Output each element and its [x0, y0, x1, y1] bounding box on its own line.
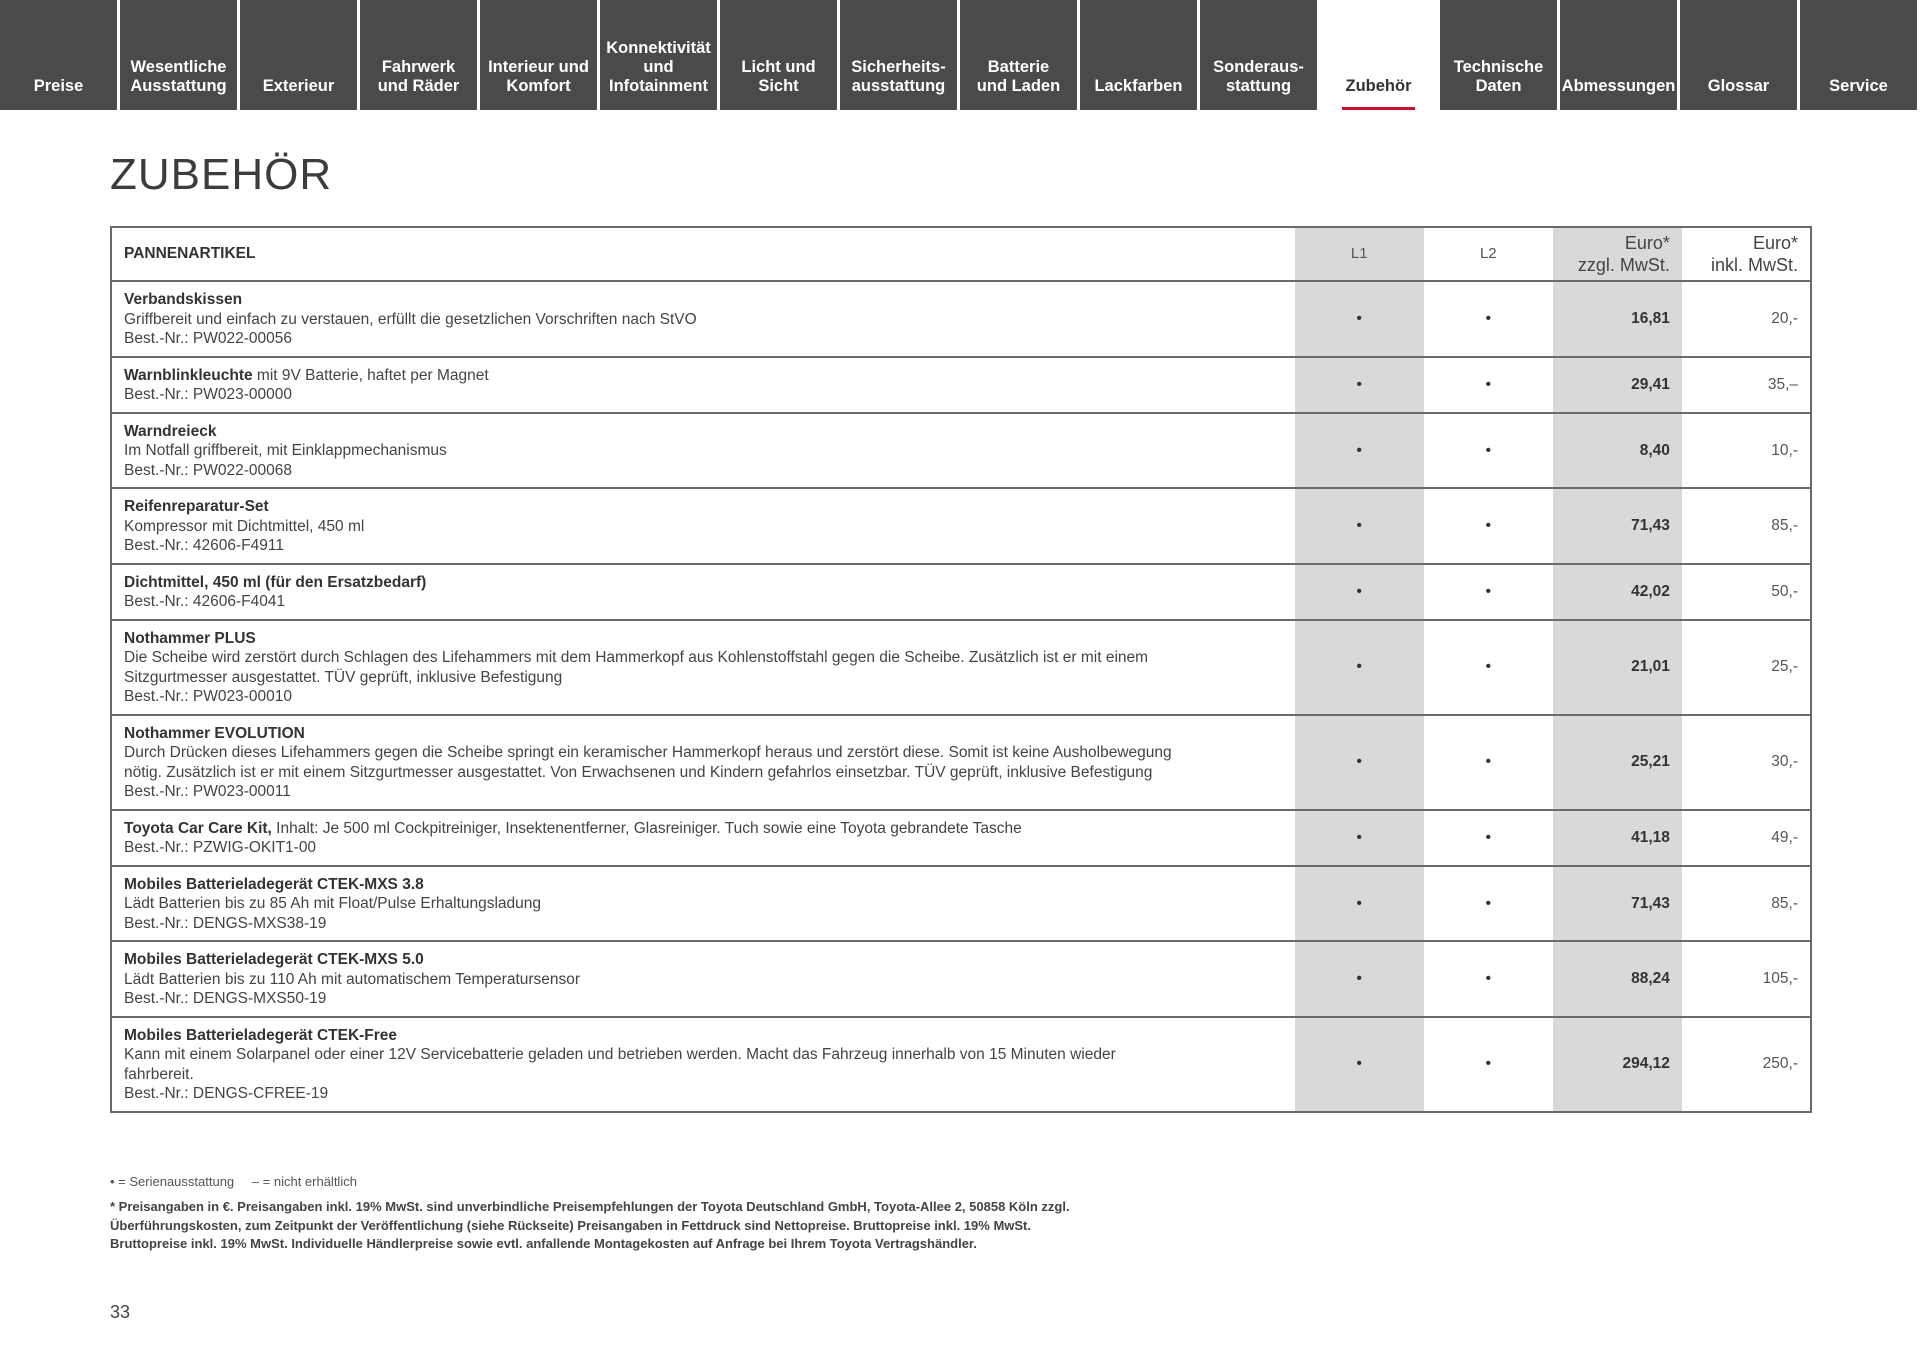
l2-availability: •	[1424, 357, 1553, 413]
price-footnote: * Preisangaben in €. Preisangaben inkl. 19% MwSt. sind unverbindliche Preisempfehlungen der Toyota Deutschland GmbH, Toyota-Allee 2, 50858 Köln zzgl. Überführungskosten, zum Zeitpunkt der Veröffentlichung (siehe Rückseite) Preisangaben in Fettdruck sind Nettopreise. Bruttopreise inkl. 19% MwSt. Bruttopreise inkl. 19% MwSt. Individuelle Händlerpreise sowie evtl. anfallende Montagekosten auf Anfrage bei Ihrem Toyota Vertragshändler.	[110, 1199, 1070, 1251]
item-title: Verbandskissen	[124, 291, 243, 308]
item-order-number: Best.-Nr.: 42606-F4041	[124, 593, 286, 610]
header-l2: L2	[1424, 227, 1553, 281]
tab-service[interactable]: Service	[1800, 0, 1917, 110]
item-description: Kann mit einem Solarpanel oder einer 12V Servicebatterie geladen und betrieben werden. Macht das Fahrzeug innerhalb von 15 Minuten wieder fahrbereit.	[124, 1046, 1116, 1083]
price-gross: 85,-	[1682, 488, 1811, 564]
tab-exterieur[interactable]: Exterieur	[240, 0, 357, 110]
table-row	[111, 281, 1811, 357]
item-order-number: Best.-Nr.: PW022-00068	[124, 461, 292, 479]
tab-preise[interactable]: Preise	[0, 0, 117, 110]
item-cell	[111, 715, 1295, 810]
tab-fahrwerk-und-räder[interactable]: Fahrwerk und Räder	[360, 0, 477, 110]
item-description: Im Notfall griffbereit, mit Einklappmechanismus	[124, 442, 447, 459]
price-gross: 250,-	[1682, 1017, 1811, 1112]
l1-availability: •	[1295, 715, 1424, 810]
item-title: Reifenreparatur-Set	[124, 498, 269, 515]
item-order-number: Best.-Nr.: PW023-00010	[124, 688, 292, 705]
legend-standard: • = Serienausstattung	[110, 1174, 235, 1189]
table-row	[111, 564, 1811, 620]
item-order-number: Best.-Nr.: DENGS-MXS38-19	[124, 914, 327, 932]
tab-wesentliche-ausstattung[interactable]: Wesentliche Ausstattung	[120, 0, 237, 110]
table-row	[111, 941, 1811, 1017]
l1-availability: •	[1295, 564, 1424, 620]
table-row	[111, 715, 1811, 810]
item-title: Warnblinkleuchte	[124, 366, 253, 384]
l1-availability: •	[1295, 413, 1424, 489]
item-title: Toyota Car Care Kit,	[124, 819, 272, 837]
item-cell	[111, 413, 1295, 489]
table-row	[111, 357, 1811, 413]
l1-availability: •	[1295, 357, 1424, 413]
table-row	[111, 1017, 1811, 1112]
header-price-net: Euro* zzgl. MwSt.	[1553, 227, 1682, 281]
table-row	[111, 620, 1811, 715]
l2-availability: •	[1424, 715, 1553, 810]
page-title: ZUBEHÖR	[110, 150, 333, 199]
item-cell	[111, 564, 1295, 620]
price-net: 71,43	[1553, 488, 1682, 564]
l1-availability: •	[1295, 941, 1424, 1017]
price-net: 25,21	[1553, 715, 1682, 810]
l1-availability: •	[1295, 281, 1424, 357]
table-row	[111, 866, 1811, 942]
l1-availability: •	[1295, 488, 1424, 564]
price-gross: 105,-	[1682, 941, 1811, 1017]
price-net: 71,43	[1553, 866, 1682, 942]
l2-availability: •	[1424, 488, 1553, 564]
tab-technische-daten[interactable]: Technische Daten	[1440, 0, 1557, 110]
item-description: Kompressor mit Dichtmittel, 450 ml	[124, 517, 365, 535]
l1-availability: •	[1295, 866, 1424, 942]
tab-licht-und-sicht[interactable]: Licht und Sicht	[720, 0, 837, 110]
item-cell	[111, 281, 1295, 357]
price-gross: 85,-	[1682, 866, 1811, 942]
price-net: 8,40	[1553, 413, 1682, 489]
l1-availability: •	[1295, 810, 1424, 866]
table-row	[111, 810, 1811, 866]
price-gross: 50,-	[1682, 564, 1811, 620]
item-cell	[111, 357, 1295, 413]
l2-availability: •	[1424, 810, 1553, 866]
tab-batterie-und-laden[interactable]: Batterie und Laden	[960, 0, 1077, 110]
item-title: Nothammer EVOLUTION	[124, 724, 305, 742]
l2-availability: •	[1424, 866, 1553, 942]
item-description: Griffbereit und einfach zu verstauen, erfüllt die gesetzlichen Vorschriften nach StVO	[124, 310, 697, 328]
table-row	[111, 413, 1811, 489]
section-nav	[0, 0, 1920, 110]
l1-availability: •	[1295, 620, 1424, 715]
item-title: Mobiles Batterieladegerät CTEK-MXS 5.0	[124, 951, 424, 968]
table-row	[111, 488, 1811, 564]
header-l1: L1	[1295, 227, 1424, 281]
item-description: Lädt Batterien bis zu 110 Ah mit automatischem Temperatursensor	[124, 970, 581, 988]
legend-unavailable: – = nicht erhältlich	[251, 1174, 357, 1189]
tab-abmessungen[interactable]: Abmessungen	[1560, 0, 1677, 110]
l2-availability: •	[1424, 564, 1553, 620]
item-cell	[111, 488, 1295, 564]
header-item: PANNENARTIKEL	[111, 227, 1295, 281]
item-cell	[111, 620, 1295, 715]
item-cell	[111, 1017, 1295, 1112]
table-header-row	[111, 227, 1811, 281]
item-cell	[111, 810, 1295, 866]
page-number: 33	[110, 1302, 131, 1322]
price-gross: 49,-	[1682, 810, 1811, 866]
item-order-number: Best.-Nr.: PW023-00011	[124, 783, 291, 800]
l2-availability: •	[1424, 1017, 1553, 1112]
tab-zubehör[interactable]: Zubehör	[1320, 0, 1437, 110]
tab-sicherheits-ausstattung[interactable]: Sicherheits- ausstattung	[840, 0, 957, 110]
price-gross: 25,-	[1682, 620, 1811, 715]
price-net: 294,12	[1553, 1017, 1682, 1112]
l1-availability: •	[1295, 1017, 1424, 1112]
item-title-suffix: mit 9V Batterie, haftet per Magnet	[252, 366, 489, 384]
tab-lackfarben[interactable]: Lackfarben	[1080, 0, 1197, 110]
l2-availability: •	[1424, 281, 1553, 357]
price-gross: 10,-	[1682, 413, 1811, 489]
price-net: 16,81	[1553, 281, 1682, 357]
price-gross: 20,-	[1682, 281, 1811, 357]
l2-availability: •	[1424, 620, 1553, 715]
item-description: Die Scheibe wird zerstört durch Schlagen des Lifehammers mit dem Hammerkopf aus Kohlenstoffstahl gegen die Scheibe. Zusätzlich ist er mit einem Sitzgurtmesser ausgestattet. TÜV geprüft, inklusive Befestigung	[124, 649, 1149, 686]
price-net: 42,02	[1553, 564, 1682, 620]
item-order-number: Best.-Nr.: 42606-F4911	[124, 537, 284, 554]
price-net: 41,18	[1553, 810, 1682, 866]
item-cell	[111, 866, 1295, 942]
l2-availability: •	[1424, 413, 1553, 489]
legend	[110, 1174, 357, 1189]
l2-availability: •	[1424, 941, 1553, 1017]
price-net: 29,41	[1553, 357, 1682, 413]
item-title: Dichtmittel, 450 ml (für den Ersatzbedarf)	[124, 573, 427, 591]
item-description: Lädt Batterien bis zu 85 Ah mit Float/Pulse Erhaltungsladung	[124, 895, 542, 912]
accessories-table	[110, 226, 1812, 1113]
item-order-number: Best.-Nr.: PZWIG-OKIT1-00	[124, 839, 317, 856]
header-price-gross: Euro* inkl. MwSt.	[1682, 227, 1811, 281]
item-title-suffix: Inhalt: Je 500 ml Cockpitreiniger, Insektenentferner, Glasreiniger. Tuch sowie eine Toyota gebrandete Tasche	[271, 819, 1022, 837]
price-net: 88,24	[1553, 941, 1682, 1017]
tab-sonderaus-stattung[interactable]: Sonderaus- stattung	[1200, 0, 1317, 110]
price-gross: 35,–	[1682, 357, 1811, 413]
price-net: 21,01	[1553, 620, 1682, 715]
item-cell	[111, 941, 1295, 1017]
item-title: Mobiles Batterieladegerät CTEK-Free	[124, 1026, 398, 1044]
tab-interieur-und-komfort[interactable]: Interieur und Komfort	[480, 0, 597, 110]
item-title: Nothammer PLUS	[124, 629, 256, 647]
item-order-number: Best.-Nr.: DENGS-MXS50-19	[124, 990, 327, 1007]
item-order-number: Best.-Nr.: DENGS-CFREE-19	[124, 1085, 329, 1102]
item-title: Mobiles Batterieladegerät CTEK-MXS 3.8	[124, 875, 424, 893]
item-title: Warndreieck	[124, 422, 217, 440]
item-order-number: Best.-Nr.: PW023-00000	[124, 386, 292, 403]
item-description: Durch Drücken dieses Lifehammers gegen die Scheibe springt ein keramischer Hammerkopf heraus und zerstört diese. Somit ist keine Ausholbewegung nötig. Zusätzlich ist er mit einem Sitzgurtmesser ausgestattet. Von Erwachsenen und Kindern gefahrlos einsetzbar. TÜV geprüft, inklusive Befestigung	[124, 744, 1172, 781]
tab-glossar[interactable]: Glossar	[1680, 0, 1797, 110]
tab-konnektivität-und-infotainment[interactable]: Konnektivität und Infotainment	[600, 0, 717, 110]
price-gross: 30,-	[1682, 715, 1811, 810]
item-order-number: Best.-Nr.: PW022-00056	[124, 330, 292, 347]
